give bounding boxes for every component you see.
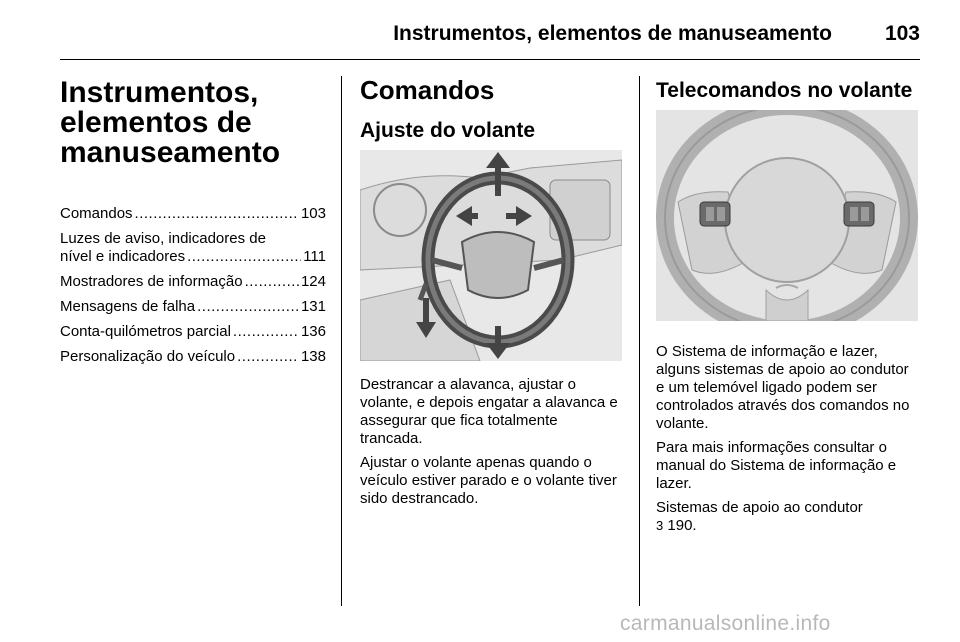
- subsection-title: Ajuste do volante: [360, 119, 536, 142]
- toc-entry-page: 103: [300, 205, 326, 222]
- toc-entry-text: Mostradores de informação: [60, 273, 243, 290]
- toc-entry-page: 111: [303, 248, 326, 265]
- toc-entry-page: 138: [300, 348, 326, 365]
- column-divider-right: [639, 76, 640, 606]
- toc-entry-text: Conta-quilómetros parcial: [60, 323, 231, 340]
- toc-entry-text: Personalização do veículo: [60, 348, 236, 365]
- toc-entry[interactable]: [60, 205, 326, 223]
- toc-entry-text-line1: Luzes de aviso, indicadores de: [60, 230, 266, 247]
- cross-reference[interactable]: [656, 499, 920, 535]
- paragraph: O Sistema de informação e lazer, alguns sistemas de apoio ao condutor e um telemóvel ligado podem ser controlados através dos comandos no volante.: [656, 343, 910, 432]
- page-number: 103: [884, 22, 920, 45]
- paragraph: Para mais informações consultar o manual do Sistema de informação e lazer.: [656, 439, 897, 492]
- column2-body: [360, 376, 622, 514]
- page-reference-icon: 3: [656, 518, 664, 533]
- column-divider-left: [341, 76, 342, 606]
- toc-entry[interactable]: [60, 230, 326, 266]
- toc-entry-page: 131: [300, 298, 326, 315]
- toc-entry-page: 124: [300, 273, 326, 290]
- watermark: carmanualsonline.info: [620, 612, 831, 635]
- toc-entry-text: nível e indicadores: [60, 248, 186, 265]
- paragraph: Ajustar o volante apenas quando o veículo estiver parado e o volante tiver sido destrancado.: [360, 454, 617, 507]
- steering-wheel-controls-illustration: [656, 110, 918, 321]
- section-title: Telecomandos no volante: [656, 79, 913, 102]
- section-title: Comandos: [360, 75, 495, 105]
- column3-body: [656, 343, 920, 541]
- cross-reference-text: Sistemas de apoio ao condutor: [656, 499, 863, 516]
- header-title: Instrumentos, elementos de manuseamento: [393, 22, 832, 45]
- chapter-title: Instrumentos, elementos de manuseamento: [60, 76, 281, 169]
- table-of-contents: [60, 205, 326, 373]
- toc-entry[interactable]: [60, 323, 326, 341]
- header-rule: [60, 59, 920, 60]
- toc-entry[interactable]: [60, 298, 326, 316]
- toc-entry[interactable]: [60, 348, 326, 366]
- toc-entry-page: 136: [300, 323, 326, 340]
- toc-entry[interactable]: [60, 273, 326, 291]
- paragraph: Destrancar a alavanca, ajustar o volante, e depois engatar a alavanca e assegurar que fica totalmente trancada.: [360, 376, 618, 447]
- toc-entry-text: Comandos: [60, 205, 133, 222]
- toc-entry-text: Mensagens de falha: [60, 298, 196, 315]
- steering-adjustment-illustration: [360, 150, 622, 361]
- cross-reference-page: 190.: [667, 517, 697, 534]
